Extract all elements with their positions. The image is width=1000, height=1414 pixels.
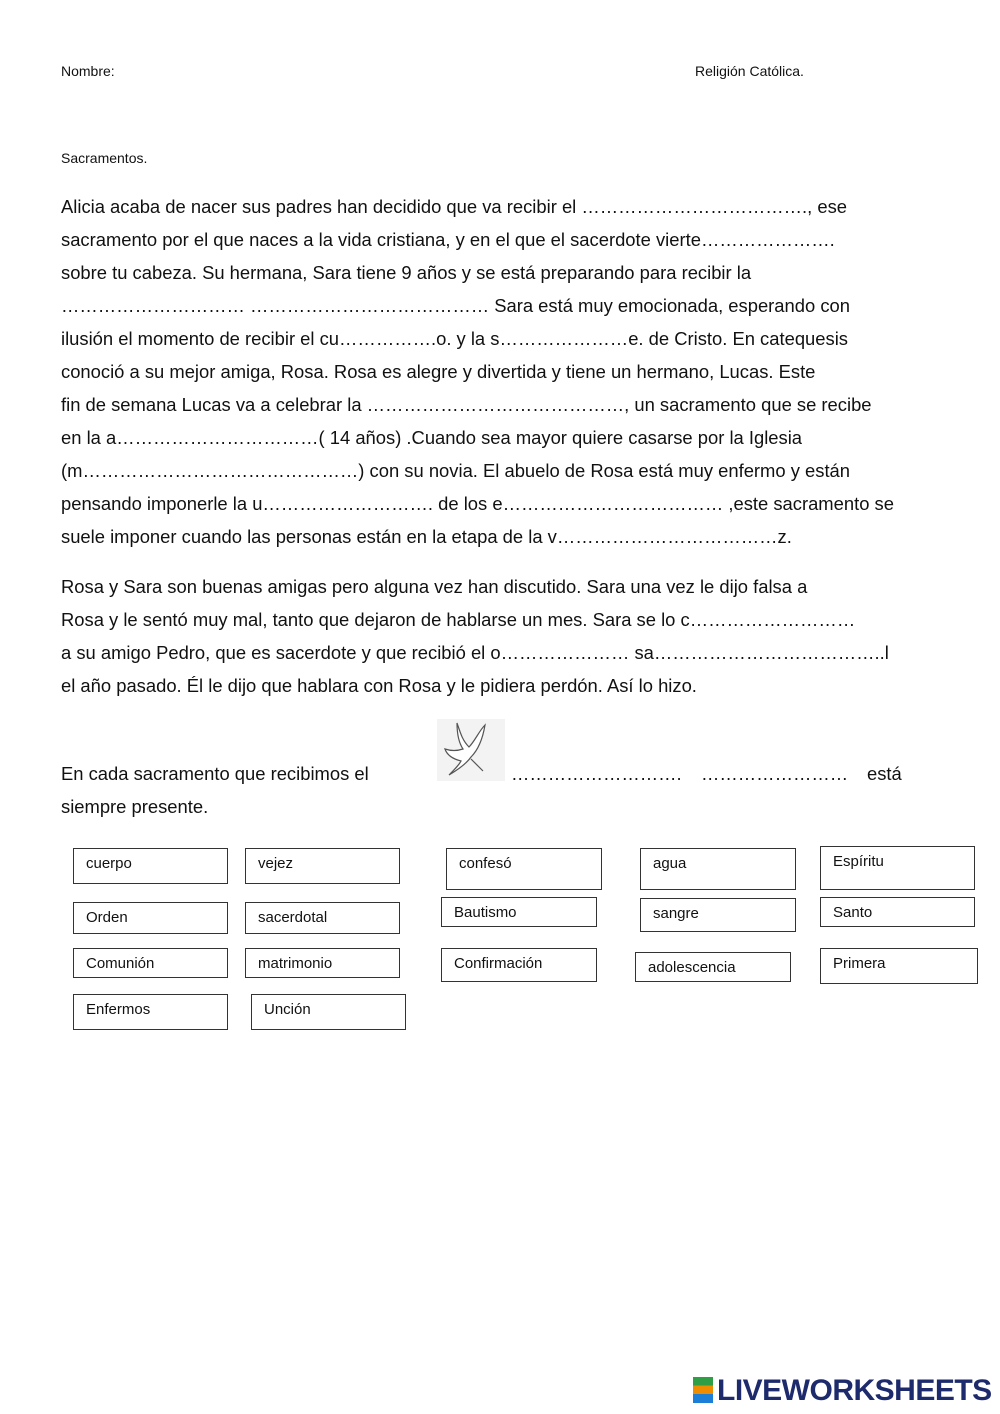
text-line: suele imponer cuando las personas están en la etapa de la v………………………………z. (61, 526, 792, 547)
word-card[interactable]: confesó (446, 848, 602, 890)
text-line: sacramento por el que naces a la vida cristiana, y en el que el sacerdote vierte…………………. (61, 229, 835, 250)
dove-icon (437, 719, 505, 781)
word-card[interactable]: sacerdotal (245, 902, 400, 934)
text-line: sobre tu cabeza. Su hermana, Sara tiene 9 años y se está preparando para recibir la (61, 262, 752, 283)
section-title: Sacramentos. (61, 150, 148, 166)
subject-label: Religión Católica. (695, 63, 804, 79)
text-line: ilusión el momento de recibir el cu…………….o. y la s…………………e. de Cristo. En catequesis (61, 328, 848, 349)
text-line: fin de semana Lucas va a celebrar la ……………………………………, un sacramento que se recibe (61, 394, 872, 415)
word-card[interactable]: vejez (245, 848, 400, 884)
final-sentence-start: En cada sacramento que recibimos el (61, 763, 369, 784)
word-card[interactable]: Primera (820, 948, 978, 984)
text-line: en la a……………………………( 14 años) .Cuando sea mayor quiere casarse por la Iglesia (61, 427, 803, 448)
word-card[interactable]: Santo (820, 897, 975, 927)
word-card[interactable]: Orden (73, 902, 228, 934)
word-card[interactable]: adolescencia (635, 952, 791, 982)
text-line: conoció a su mejor amiga, Rosa. Rosa es alegre y divertida y tiene un hermano, Lucas. Este (61, 361, 816, 382)
text-line: pensando imponerle la u………………………. de los e……………………………… ,este sacramento se (61, 493, 894, 514)
word-card[interactable]: Unción (251, 994, 406, 1030)
liveworksheets-logo (693, 1374, 992, 1408)
logo-text: LIVEWORKSHEETS (717, 1374, 992, 1407)
word-card[interactable]: cuerpo (73, 848, 228, 884)
logo-icon (693, 1377, 713, 1403)
word-card[interactable]: agua (640, 848, 796, 890)
blank-2[interactable]: …………………… (701, 763, 849, 784)
text-line: a su amigo Pedro, que es sacerdote y que recibió el o………………… sa………………………………..l (61, 642, 889, 663)
text-line: Alicia acaba de nacer sus padres han decidido que va recibir el ………………………………., ese (61, 196, 848, 217)
word-card[interactable]: Confirmación (441, 948, 597, 982)
final-sentence-line2: siempre presente. (61, 796, 209, 817)
text-line: Rosa y le sentó muy mal, tanto que dejaron de hablarse un mes. Sara se lo c……………………… (61, 609, 856, 630)
text-line: (m………………………………………) con su novia. El abuelo de Rosa está muy enfermo y están (61, 460, 851, 481)
word-card[interactable]: matrimonio (245, 948, 400, 978)
text-line: Rosa y Sara son buenas amigas pero alguna vez han discutido. Sara una vez le dijo falsa a (61, 576, 808, 597)
name-label: Nombre: (61, 63, 115, 79)
text-line: ………………………… ………………………………… Sara está muy emocionada, esperando con (61, 295, 850, 316)
word-card[interactable]: Bautismo (441, 897, 597, 927)
word-card[interactable]: Enfermos (73, 994, 228, 1030)
final-sentence-end: está (867, 763, 902, 784)
word-card[interactable]: sangre (640, 898, 796, 932)
word-card[interactable]: Comunión (73, 948, 228, 978)
text-line: el año pasado. Él le dijo que hablara con Rosa y le pidiera perdón. Así lo hizo. (61, 675, 697, 696)
blank-1[interactable]: ………………………. (511, 763, 682, 784)
word-card[interactable]: Espíritu (820, 846, 975, 890)
